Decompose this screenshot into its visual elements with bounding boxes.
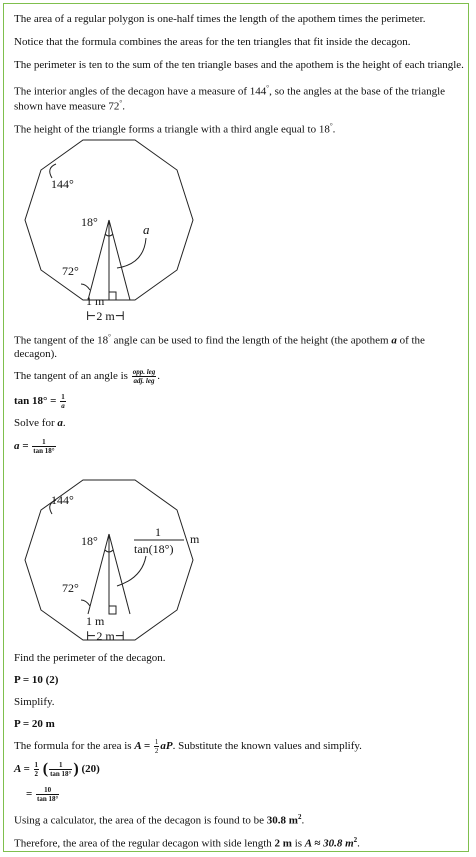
equals-sign: = (26, 788, 33, 801)
text-line (14, 810, 304, 828)
open-paren: ( (42, 760, 49, 778)
angle-label-18: 18° (81, 534, 98, 548)
decagon-figure-2 (24, 478, 224, 648)
fraction-numerator: 10 (36, 786, 59, 795)
final-area: A ≈ 30.8 m (304, 837, 354, 850)
triangle-left-side (88, 220, 109, 300)
side-length-value: 2 m (274, 837, 292, 850)
fraction-opp-adj (132, 368, 157, 385)
fraction-one-half (154, 738, 160, 755)
fraction-denominator: adj. leg (133, 377, 155, 385)
text-line (14, 330, 425, 348)
text-span: , so the angles at the base of the triangle (269, 85, 446, 98)
text-line (14, 96, 125, 114)
angle-arc-144 (50, 164, 56, 178)
var-a: a (391, 334, 397, 347)
math-expr: A = (14, 763, 30, 776)
math-expr: A = (134, 740, 151, 753)
angle-arc-72 (81, 600, 90, 606)
apothem-label: a (143, 222, 150, 237)
math-line (14, 393, 67, 410)
math-expr: aP (160, 740, 173, 753)
fraction-10-over-tan18 (36, 786, 59, 803)
text-span: The tangent of the 18 (14, 334, 109, 347)
fraction-numerator: 1 (32, 438, 55, 447)
text-line: Notice that the formula combines the areas for the ten triangles that fit inside the decagon. (14, 36, 411, 48)
squared-exponent: 2 (353, 836, 358, 844)
math-expr: (20) (81, 763, 100, 776)
math-expr: tan 18° = (14, 395, 57, 408)
decagon-figure-1 (24, 138, 194, 323)
right-angle-marker (109, 292, 116, 300)
text-span: Solve for (14, 417, 55, 429)
text-span: . Substitute the known values and simplify. (172, 740, 362, 753)
area-value: 30.8 m (266, 814, 298, 827)
apothem-fraction-num: 1 (155, 525, 161, 539)
angle-arc-72 (81, 284, 90, 290)
fraction-numerator: 1 (34, 761, 38, 769)
right-angle-marker (109, 606, 116, 614)
angle-label-144: 144° (51, 177, 74, 191)
text-span: The interior angles of the decagon have a measure of 144 (14, 85, 267, 98)
text-span: The height of the triangle forms a triangle with a third angle equal to 18 (14, 123, 330, 136)
text-line: Simplify. (14, 696, 55, 708)
var-a: a (57, 417, 63, 429)
text-line: The area of a regular polygon is one-half times the length of the apothem times the perimeter. (14, 13, 426, 25)
fraction-1-over-a (60, 393, 66, 410)
side-length-label: ⊢2 m⊣ (86, 309, 125, 323)
text-line (14, 738, 362, 755)
side-length-label: ⊢2 m⊣ (86, 629, 125, 643)
math-line: P = 20 m (14, 718, 55, 730)
math-line: P = 10 (2) (14, 674, 59, 686)
apothem-pointer (117, 238, 146, 268)
degree-symbol: ° (329, 122, 333, 130)
period: . (122, 100, 125, 113)
solution-panel (3, 3, 469, 852)
squared-exponent: 2 (297, 813, 302, 821)
math-line (14, 761, 100, 778)
angle-label-72: 72° (62, 264, 79, 278)
period: . (332, 123, 336, 136)
text-line (14, 368, 160, 385)
fraction-numerator: opp. leg (132, 368, 156, 376)
base-half-label: 1 m (86, 294, 105, 308)
fraction-denominator: tan 18° (50, 770, 72, 778)
text-span: Therefore, the area of the regular decagon with side length (14, 837, 272, 850)
text-span: of the (399, 334, 425, 347)
fraction-denominator: tan 18° (37, 795, 59, 803)
angle-label-72: 72° (62, 581, 79, 595)
text-line: decagon). (14, 348, 58, 360)
period: . (62, 417, 66, 429)
text-span: The formula for the area is (14, 740, 132, 753)
period: . (301, 814, 305, 827)
fraction-one-half (34, 761, 40, 778)
text-line (14, 119, 335, 137)
text-line (14, 416, 66, 430)
period: . (357, 837, 360, 850)
text-span: The tangent of an angle is (14, 370, 128, 383)
triangle-right-side (109, 534, 130, 614)
apothem-fraction-den: tan(18°) (134, 542, 174, 556)
fraction-denominator: tan 18° (33, 447, 55, 455)
fraction-1-over-tan18 (49, 761, 72, 778)
apothem-unit: m (190, 532, 200, 546)
degree-symbol: ° (119, 99, 123, 107)
math-line (26, 786, 60, 803)
text-span: Using a calculator, the area of the decagon is found to be (14, 814, 265, 827)
text-line: The perimeter is ten to the sum of the ten triangle bases and the apothem is the height of each triangle. (14, 59, 464, 71)
math-line (14, 438, 57, 455)
fraction-denominator: 2 (34, 770, 38, 778)
text-span: angle can be used to find the length of the height (the apothem (110, 334, 389, 347)
fraction-numerator: 1 (154, 738, 159, 746)
base-half-label: 1 m (86, 614, 105, 628)
fraction-denominator: 2 (154, 747, 159, 755)
period: . (157, 370, 160, 383)
degree-symbol: ° (108, 333, 111, 341)
triangle-right-side (109, 220, 130, 300)
text-span: shown have measure 72 (14, 100, 120, 113)
text-span: is (294, 837, 303, 850)
fraction-numerator: 1 (49, 761, 72, 770)
degree-symbol: ° (266, 84, 270, 92)
text-line (14, 833, 360, 851)
angle-label-18: 18° (81, 215, 98, 229)
fraction-denominator: a (61, 402, 65, 410)
angle-label-144: 144° (51, 493, 74, 507)
text-line: Find the perimeter of the decagon. (14, 652, 166, 664)
fraction-numerator: 1 (61, 393, 65, 401)
fraction-1-over-tan18 (32, 438, 55, 455)
close-paren: ) (73, 760, 79, 778)
math-expr: a = (14, 440, 29, 453)
